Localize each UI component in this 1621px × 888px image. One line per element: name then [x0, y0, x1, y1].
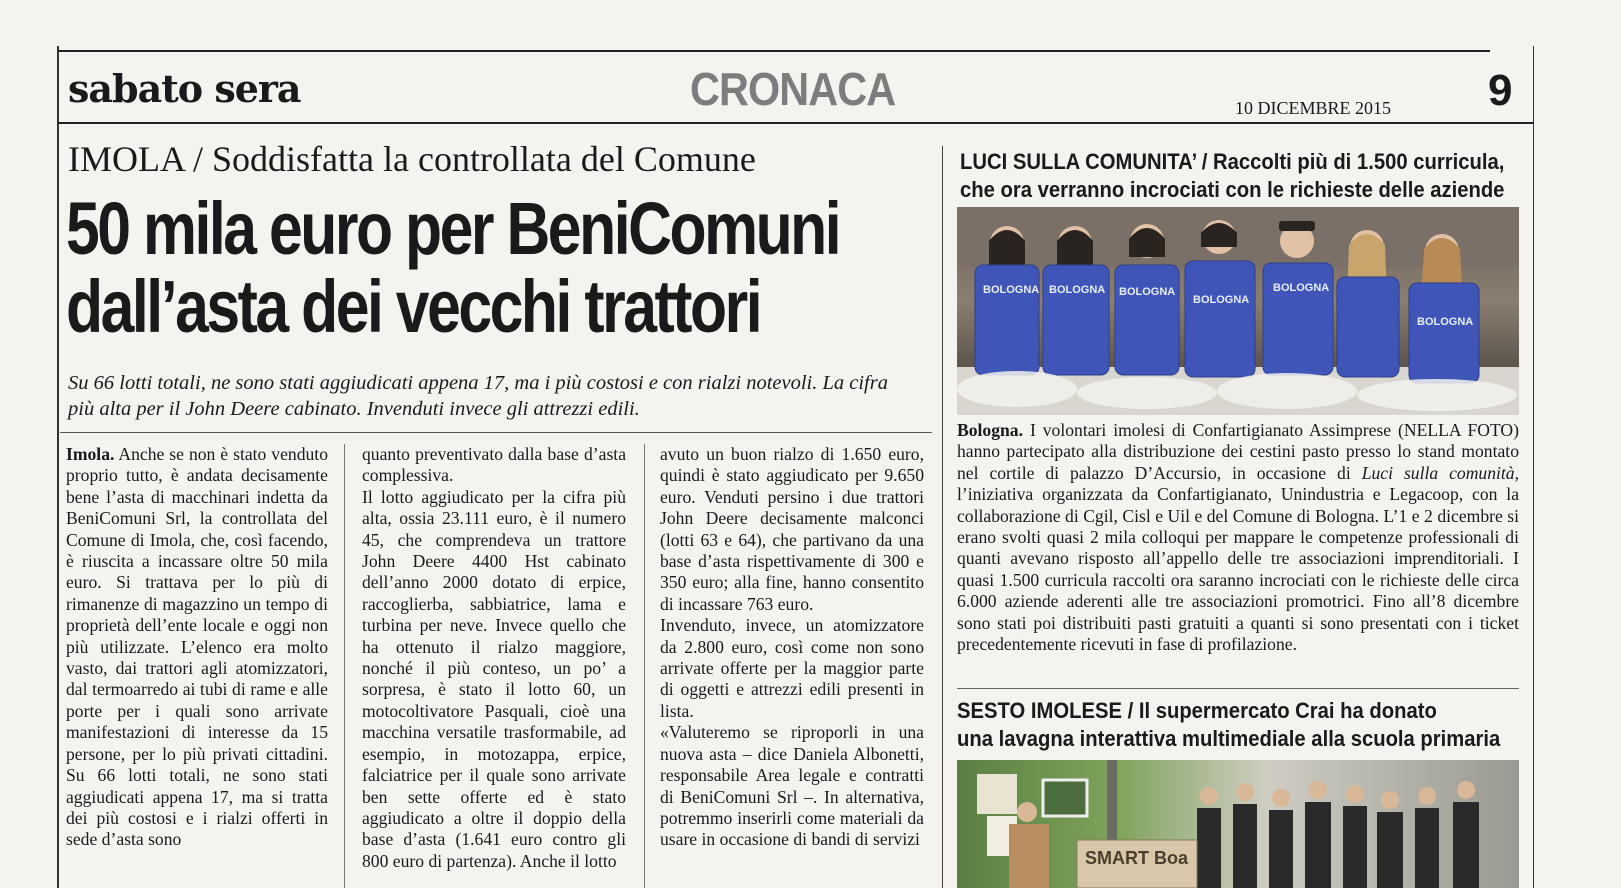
- vest-label: BOLOGNA: [1417, 316, 1474, 328]
- vest-label: BOLOGNA: [983, 284, 1040, 296]
- main-subhead: Su 66 lotti totali, ne sono stati aggiudicati appena 17, ma i più costosi e con rialzi notevoli. La cifra più alta per il John Deere cabinato. Invenduti invece gli attrezzi edili.: [68, 372, 888, 420]
- sidebar-divider: [942, 146, 943, 888]
- right-border: [1533, 46, 1534, 888]
- column-2-para-2: Il lotto aggiudicato per la cifra più alta, ossia 23.111 euro, è il numero 45, che comprendeva un trattore John Deere 4400 Hst cabinato dell’anno 2000 dotato di erpice, raccoglierba, sabbiatrice, lama e turbina per neve. Invece quello che ha ottenuto il rialzo maggiore, nonché il più conteso, un po’ a sorpresa, è stato il lotto 60, un motocoltivatore Pasquali, cioè una macchina versatile trasformabile, ad esempio, in motozappa, erpice, falciatrice per il quale sono arrivate ben sette offerte ed è stato aggiudicato a oltre il doppio della base d’asta (1.641 euro contro gli 800 euro di partenza). Anche il lotto: [362, 486, 626, 871]
- volunteers-illustration: [957, 207, 1519, 415]
- volunteers-photo: [957, 207, 1519, 415]
- headline-line-1: 50 mila euro per BeniComuni: [66, 187, 840, 270]
- caption-italic: Luci sulla comunità: [1361, 462, 1515, 483]
- main-headline: [66, 187, 840, 348]
- top-rule: [58, 50, 1490, 52]
- dateline: Imola.: [66, 444, 115, 464]
- issue-date: 10 DICEMBRE 2015: [1235, 98, 1392, 118]
- column-1-text: [66, 444, 328, 851]
- article-column-1: [66, 444, 328, 851]
- headline-line-2: dall’asta dei vecchi trattori: [66, 265, 761, 348]
- vest-label: BOLOGNA: [1119, 286, 1176, 298]
- caption-dateline: Bologna.: [957, 420, 1023, 440]
- side-story-2-kicker: [957, 697, 1501, 753]
- side-2-kicker-line-2: una lavagna interattiva multimediale alla scuola primaria: [957, 726, 1501, 751]
- column-divider-1: [344, 444, 345, 888]
- caption-text-b: , l’iniziativa organizzata da Confartigianato, Unindustria e Legacoop, con la collaborazione di Cgil, Cisl e Uil e del Comune di Bologna. L’1 e 2 dicembre si erano svolti quasi 2 mila colloqui per mappare le competenze professionali di quanti avevano risposto all’appello delle tre associazioni imprenditoriali. I quasi 1.500 curricula raccolti ora saranno incrociati con le richieste delle circa 6.000 aziende aderenti alle tre associazioni promotrici. Fino all’8 dicembre sono stati poi distribuiti pasti gratuiti a quanti si sono presentati con i ticket precedentemente ricevuti in fase di profilazione.: [957, 462, 1519, 655]
- column-1-body: Anche se non è stato venduto proprio tutto, è andata decisamente bene l’asta di macchinari indetta da BeniComuni Srl, la controllata del Comune di Imola, che, così facendo, è riuscita a incassare oltre 50 mila euro. Si trattava per lo più di rimanenze di magazzino un tempo di proprietà dell’ente locale e oggi non più utilizzate. L’elenco era molto vasto, dai trattori agli atomizzatori, dal termoarredo ai tubi di rame e alle porte per i quali sono arrivate manifestazioni di interesse da 15 persone, per lo più privati cittadini. Su 66 lotti totali, ne sono stati aggiudicati appena 17, ma si tratta dei più costosi e i rialzi offerti in sede d’asta sono: [66, 444, 328, 850]
- subhead-rule: [60, 432, 932, 433]
- vest-label: BOLOGNA: [1049, 284, 1106, 296]
- vest-label: BOLOGNA: [1273, 282, 1330, 294]
- caption-text-a: I volontari imolesi di Confartigianato Assimprese (NELLA FOTO) hanno partecipato alla distribuzione dei cestini pasto presso lo stand montato nel cortile di palazzo D’Accursio, in occasione di: [957, 420, 1519, 483]
- column-3-para-3: «Valuteremo se riproporli in una nuova asta – dice Daniela Albonetti, responsabile Area legale e contratti di BeniComuni Srl –. In alternativa, potremmo inserirli come materiali da usare in occasione di bandi di servizi: [660, 722, 924, 850]
- vest-label: BOLOGNA: [1193, 294, 1250, 306]
- board-label: SMART Boa: [1085, 848, 1188, 868]
- left-border: [57, 46, 59, 888]
- side-1-kicker-line-1: LUCI SULLA COMUNITA’ / Raccolti più di 1.500 curricula,: [960, 149, 1505, 174]
- article-column-2: [362, 444, 626, 872]
- column-3-para-1: avuto un buon rialzo di 1.650 euro, quindi è stato aggiudicato per 9.650 euro. Venduti persino i due trattori John Deere decisamente malconci (lotti 63 e 64), che partivano da una base d’asta rispettivamente di 300 e 350 euro; alla fine, hanno consentito di incassare 763 euro.: [660, 444, 924, 614]
- masthead-title: sabato sera: [68, 66, 301, 111]
- side-2-kicker-line-1: SESTO IMOLESE / Il supermercato Crai ha donato: [957, 698, 1437, 723]
- main-kicker: IMOLA / Soddisfatta la controllata del Comune: [68, 139, 756, 179]
- school-photo: [957, 760, 1519, 888]
- section-title: CRONACA: [690, 63, 896, 115]
- side-story-rule: [957, 688, 1519, 689]
- side-1-kicker-line-2: che ora verranno incrociati con le richieste delle aziende: [960, 177, 1505, 202]
- photo-caption: [957, 420, 1519, 655]
- column-3-para-2: Invenduto, invece, un atomizzatore da 2.800 euro, così come non sono arrivate offerte per la maggior parte di oggetti e attrezzi edili presenti in lista.: [660, 615, 924, 721]
- column-2-para-1: quanto preventivato dalla base d’asta complessiva.: [362, 444, 626, 486]
- article-column-3: [660, 444, 924, 851]
- page-number: 9: [1488, 66, 1513, 115]
- school-illustration: [957, 760, 1519, 888]
- masthead-rule: [58, 122, 1533, 124]
- side-story-1-kicker: [960, 148, 1505, 204]
- column-divider-2: [644, 444, 645, 888]
